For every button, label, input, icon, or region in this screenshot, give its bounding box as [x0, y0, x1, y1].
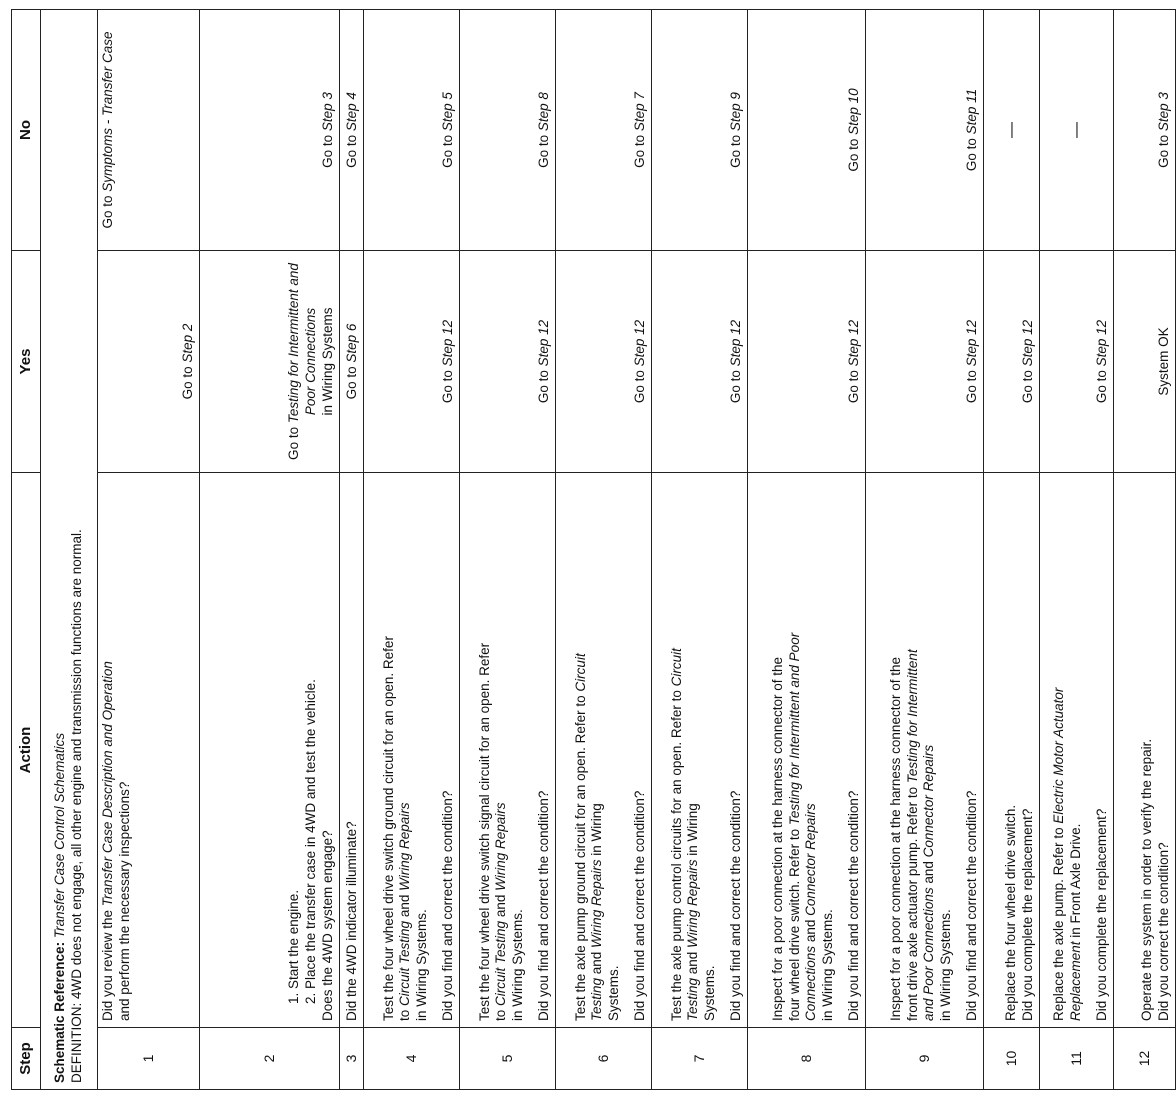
yes-cell [556, 251, 652, 473]
no-cell [340, 10, 364, 251]
no-cell [200, 10, 340, 251]
step-number: 1 [98, 1028, 200, 1090]
table-row [200, 10, 340, 1090]
step-number: 2 [200, 1028, 340, 1090]
diagnostic-table [11, 9, 1176, 1090]
action-text: in Wiring [685, 803, 701, 860]
action-text: Replace the axle pump. Refer to [1051, 823, 1067, 1021]
no-text: — [1067, 122, 1085, 138]
action-text: Test the four wheel drive switch ground circuit for an open. Refer [380, 636, 396, 1021]
action-text: Did you review the [100, 906, 115, 1021]
table-row [1040, 10, 1114, 1090]
yes-cell [340, 251, 364, 473]
action-text: Test the four wheel drive switch signal circuit for an open. Refer [476, 642, 492, 1021]
no-link[interactable]: Step 9 [728, 92, 744, 132]
header-yes: Yes [12, 251, 41, 473]
action-text: front drive axle actuator pump. Refer to [904, 783, 920, 1021]
yes-text: Go to [1094, 366, 1110, 404]
action-reference: Testing [685, 977, 701, 1021]
action-text: and [803, 915, 819, 946]
action-text: Inspect for a poor connection at the harness connector of the [769, 657, 785, 1021]
action-question: Does the 4WD system engage? [320, 830, 336, 1021]
yes-link[interactable]: Step 12 [728, 319, 744, 367]
table-row [866, 10, 984, 1090]
action-reference: Electric Motor Actuator [1051, 687, 1067, 824]
action-cell [984, 473, 1040, 1028]
no-text: Go to [964, 134, 980, 172]
action-question: Did you find and correct the condition? [632, 790, 648, 1021]
action-reference: Transfer Case Description and Operation [100, 661, 115, 907]
no-text: Go to [344, 131, 360, 168]
yes-cell [652, 251, 748, 473]
action-reference: Testing for Intermittent and Poor [786, 632, 802, 826]
step-number: 8 [748, 1028, 866, 1090]
action-reference: Connector Repairs [921, 744, 937, 858]
action-reference: Wiring Repairs [685, 859, 701, 948]
action-reference: Circuit [668, 648, 684, 687]
no-text: Go to [728, 131, 744, 168]
step-number: 5 [460, 1028, 556, 1090]
table-row [364, 10, 460, 1090]
action-text: and [493, 890, 509, 921]
step-number: 6 [556, 1028, 652, 1090]
action-reference: Wiring Repairs [493, 802, 509, 891]
action-cell [866, 473, 984, 1028]
action-text: in Wiring Systems. [510, 909, 526, 1021]
header-no: No [12, 10, 41, 251]
no-link[interactable]: Symptoms - Transfer Case [100, 31, 115, 192]
step-number: 7 [652, 1028, 748, 1090]
action-cell [200, 473, 340, 1028]
yes-cell [460, 251, 556, 473]
action-text: and [685, 947, 701, 978]
action-text: in Front Axle Drive. [1068, 823, 1084, 942]
no-text: Go to [440, 131, 456, 168]
no-link[interactable]: Step 11 [964, 88, 980, 135]
no-cell [364, 10, 460, 251]
yes-link[interactable]: Step 12 [1094, 319, 1110, 367]
yes-cell [98, 251, 200, 473]
table-row [748, 10, 866, 1090]
step-number: 10 [984, 1028, 1040, 1090]
yes-link[interactable]: Step 12 [846, 319, 862, 367]
action-reference: Wiring Repairs [589, 859, 605, 948]
step-number: 9 [866, 1028, 984, 1090]
no-text: Go to [1156, 131, 1172, 168]
no-cell [984, 10, 1040, 251]
action-cell [1040, 473, 1114, 1028]
definition-text: DEFINITION: 4WD does not engage, all other engine and transmission functions are normal. [69, 529, 84, 1083]
table-row [1114, 10, 1176, 1090]
no-link[interactable]: Step 5 [440, 92, 456, 132]
action-reference: Circuit Testing [493, 920, 509, 1006]
table-header-row [12, 10, 41, 1090]
action-cell [98, 473, 200, 1028]
yes-text: Go to [964, 366, 980, 404]
no-cell [748, 10, 866, 251]
action-cell [364, 473, 460, 1028]
action-reference: Circuit Testing [397, 920, 413, 1006]
yes-text: Go to [846, 366, 862, 404]
yes-text: Go to [536, 366, 552, 404]
yes-text: Go to [1020, 366, 1036, 404]
step-number: 3 [340, 1028, 364, 1090]
no-link[interactable]: Step 7 [632, 92, 648, 132]
no-text: Go to [320, 131, 336, 168]
no-text: Go to [536, 131, 552, 168]
yes-text: in Wiring Systems [320, 307, 336, 416]
yes-cell [200, 251, 340, 473]
action-text: and perform the necessary inspections? [116, 781, 132, 1021]
action-question: Did you complete the replacement? [1094, 808, 1110, 1021]
action-cell [460, 473, 556, 1028]
step-number: 12 [1114, 1028, 1176, 1090]
action-steps-list [286, 479, 320, 1021]
no-text: Go to [632, 131, 648, 168]
no-link[interactable]: Step 3 [320, 92, 336, 132]
action-question: Did you find and correct the condition? [846, 790, 862, 1021]
table-row [984, 10, 1040, 1090]
yes-cell [1040, 251, 1114, 473]
action-text: in Wiring Systems. [820, 909, 836, 1021]
no-cell [98, 10, 200, 251]
action-reference: Testing [589, 977, 605, 1021]
no-cell [460, 10, 556, 251]
no-link[interactable]: Step 4 [344, 92, 360, 132]
yes-link[interactable]: Step 12 [632, 319, 648, 367]
yes-cell [748, 251, 866, 473]
action-text: and [589, 947, 605, 978]
schematic-reference: Transfer Case Control Schematics [52, 732, 68, 939]
action-text: and [921, 857, 937, 888]
action-text: in Wiring Systems. [414, 909, 430, 1021]
list-item: 1. Start the engine. [286, 479, 303, 989]
action-text: Systems. [606, 965, 622, 1021]
no-cell [1040, 10, 1114, 251]
no-cell [556, 10, 652, 251]
action-text: Test the axle pump control circuits for an open. Refer to [668, 686, 684, 1021]
no-cell [1114, 10, 1176, 251]
action-cell [748, 473, 866, 1028]
yes-link[interactable]: Step 12 [440, 319, 456, 367]
action-cell [1114, 473, 1176, 1028]
table-row [460, 10, 556, 1090]
action-reference: Replacement [1068, 941, 1084, 1021]
yes-text: Go to [180, 362, 196, 400]
action-reference: Testing for Intermittent [904, 649, 920, 784]
yes-text: Go to [286, 423, 302, 460]
header-action: Action [12, 473, 41, 1028]
no-text: Go to [100, 191, 115, 229]
reference-row [41, 10, 98, 1090]
no-text: Go to [846, 134, 862, 172]
action-reference: Connector Repairs [803, 803, 819, 916]
yes-cell [866, 251, 984, 473]
action-reference: Wiring Repairs [397, 802, 413, 891]
action-question: Did you correct the condition? [1156, 842, 1172, 1021]
action-text: to [397, 1005, 413, 1021]
action-question: Did you find and correct the condition? [964, 790, 980, 1021]
no-cell [866, 10, 984, 251]
yes-link[interactable]: Step 2 [180, 323, 196, 363]
yes-link[interactable]: Step 12 [536, 319, 552, 367]
action-cell [652, 473, 748, 1028]
reference-cell [41, 10, 98, 1090]
yes-text: Go to [344, 362, 360, 400]
yes-cell [1114, 251, 1176, 473]
diagnostic-table-page [11, 10, 1172, 1090]
yes-text: System OK [1156, 327, 1172, 396]
action-text: and [397, 890, 413, 921]
yes-text: Go to [632, 366, 648, 404]
action-question: Did you find and correct the condition? [440, 790, 456, 1021]
table-row [340, 10, 364, 1090]
table-row [652, 10, 748, 1090]
action-reference: and Poor Connections [921, 887, 937, 1021]
step-number: 11 [1040, 1028, 1114, 1090]
action-text: Systems. [702, 965, 718, 1021]
list-item: 2. Place the transfer case in 4WD and test the vehicle. [303, 479, 320, 989]
action-text: Operate the system in order to verify the repair. [1139, 738, 1155, 1021]
action-reference: Connections [803, 945, 819, 1021]
schematic-label: Schematic Reference: [52, 941, 68, 1083]
yes-link[interactable]: Testing for Intermittent and Poor Connections [286, 263, 319, 424]
action-question: Did you complete the replacement? [1020, 808, 1036, 1021]
yes-link[interactable]: Step 12 [1020, 319, 1036, 367]
no-cell [652, 10, 748, 251]
action-text: to [493, 1005, 509, 1021]
action-text: in Wiring Systems. [938, 909, 954, 1021]
yes-link[interactable]: Step 12 [964, 319, 980, 367]
action-text: Test the axle pump ground circuit for an open. Refer to [572, 691, 588, 1021]
action-text: Inspect for a poor connection at the harness connector of the [887, 657, 903, 1021]
yes-link[interactable]: Step 6 [344, 323, 360, 363]
step-number: 4 [364, 1028, 460, 1090]
no-link[interactable]: Step 8 [536, 92, 552, 132]
header-step: Step [12, 1028, 41, 1090]
action-question: Did the 4WD indicator illuminate? [340, 473, 364, 1028]
action-question: Did you find and correct the condition? [536, 790, 552, 1021]
action-cell [556, 473, 652, 1028]
no-text: — [1002, 122, 1020, 138]
no-link[interactable]: Step 3 [1156, 92, 1172, 132]
table-row [98, 10, 200, 1090]
yes-cell [984, 251, 1040, 473]
action-question: Did you find and correct the condition? [728, 790, 744, 1021]
no-link[interactable]: Step 10 [846, 88, 862, 135]
yes-text: Go to [440, 366, 456, 404]
yes-text: Go to [728, 366, 744, 404]
action-text: Replace the four wheel drive switch. [1003, 804, 1019, 1021]
action-text: in Wiring [589, 803, 605, 860]
yes-cell [364, 251, 460, 473]
action-text: four wheel drive switch. Refer to [786, 825, 802, 1021]
table-row [556, 10, 652, 1090]
action-reference: Circuit [572, 653, 588, 692]
